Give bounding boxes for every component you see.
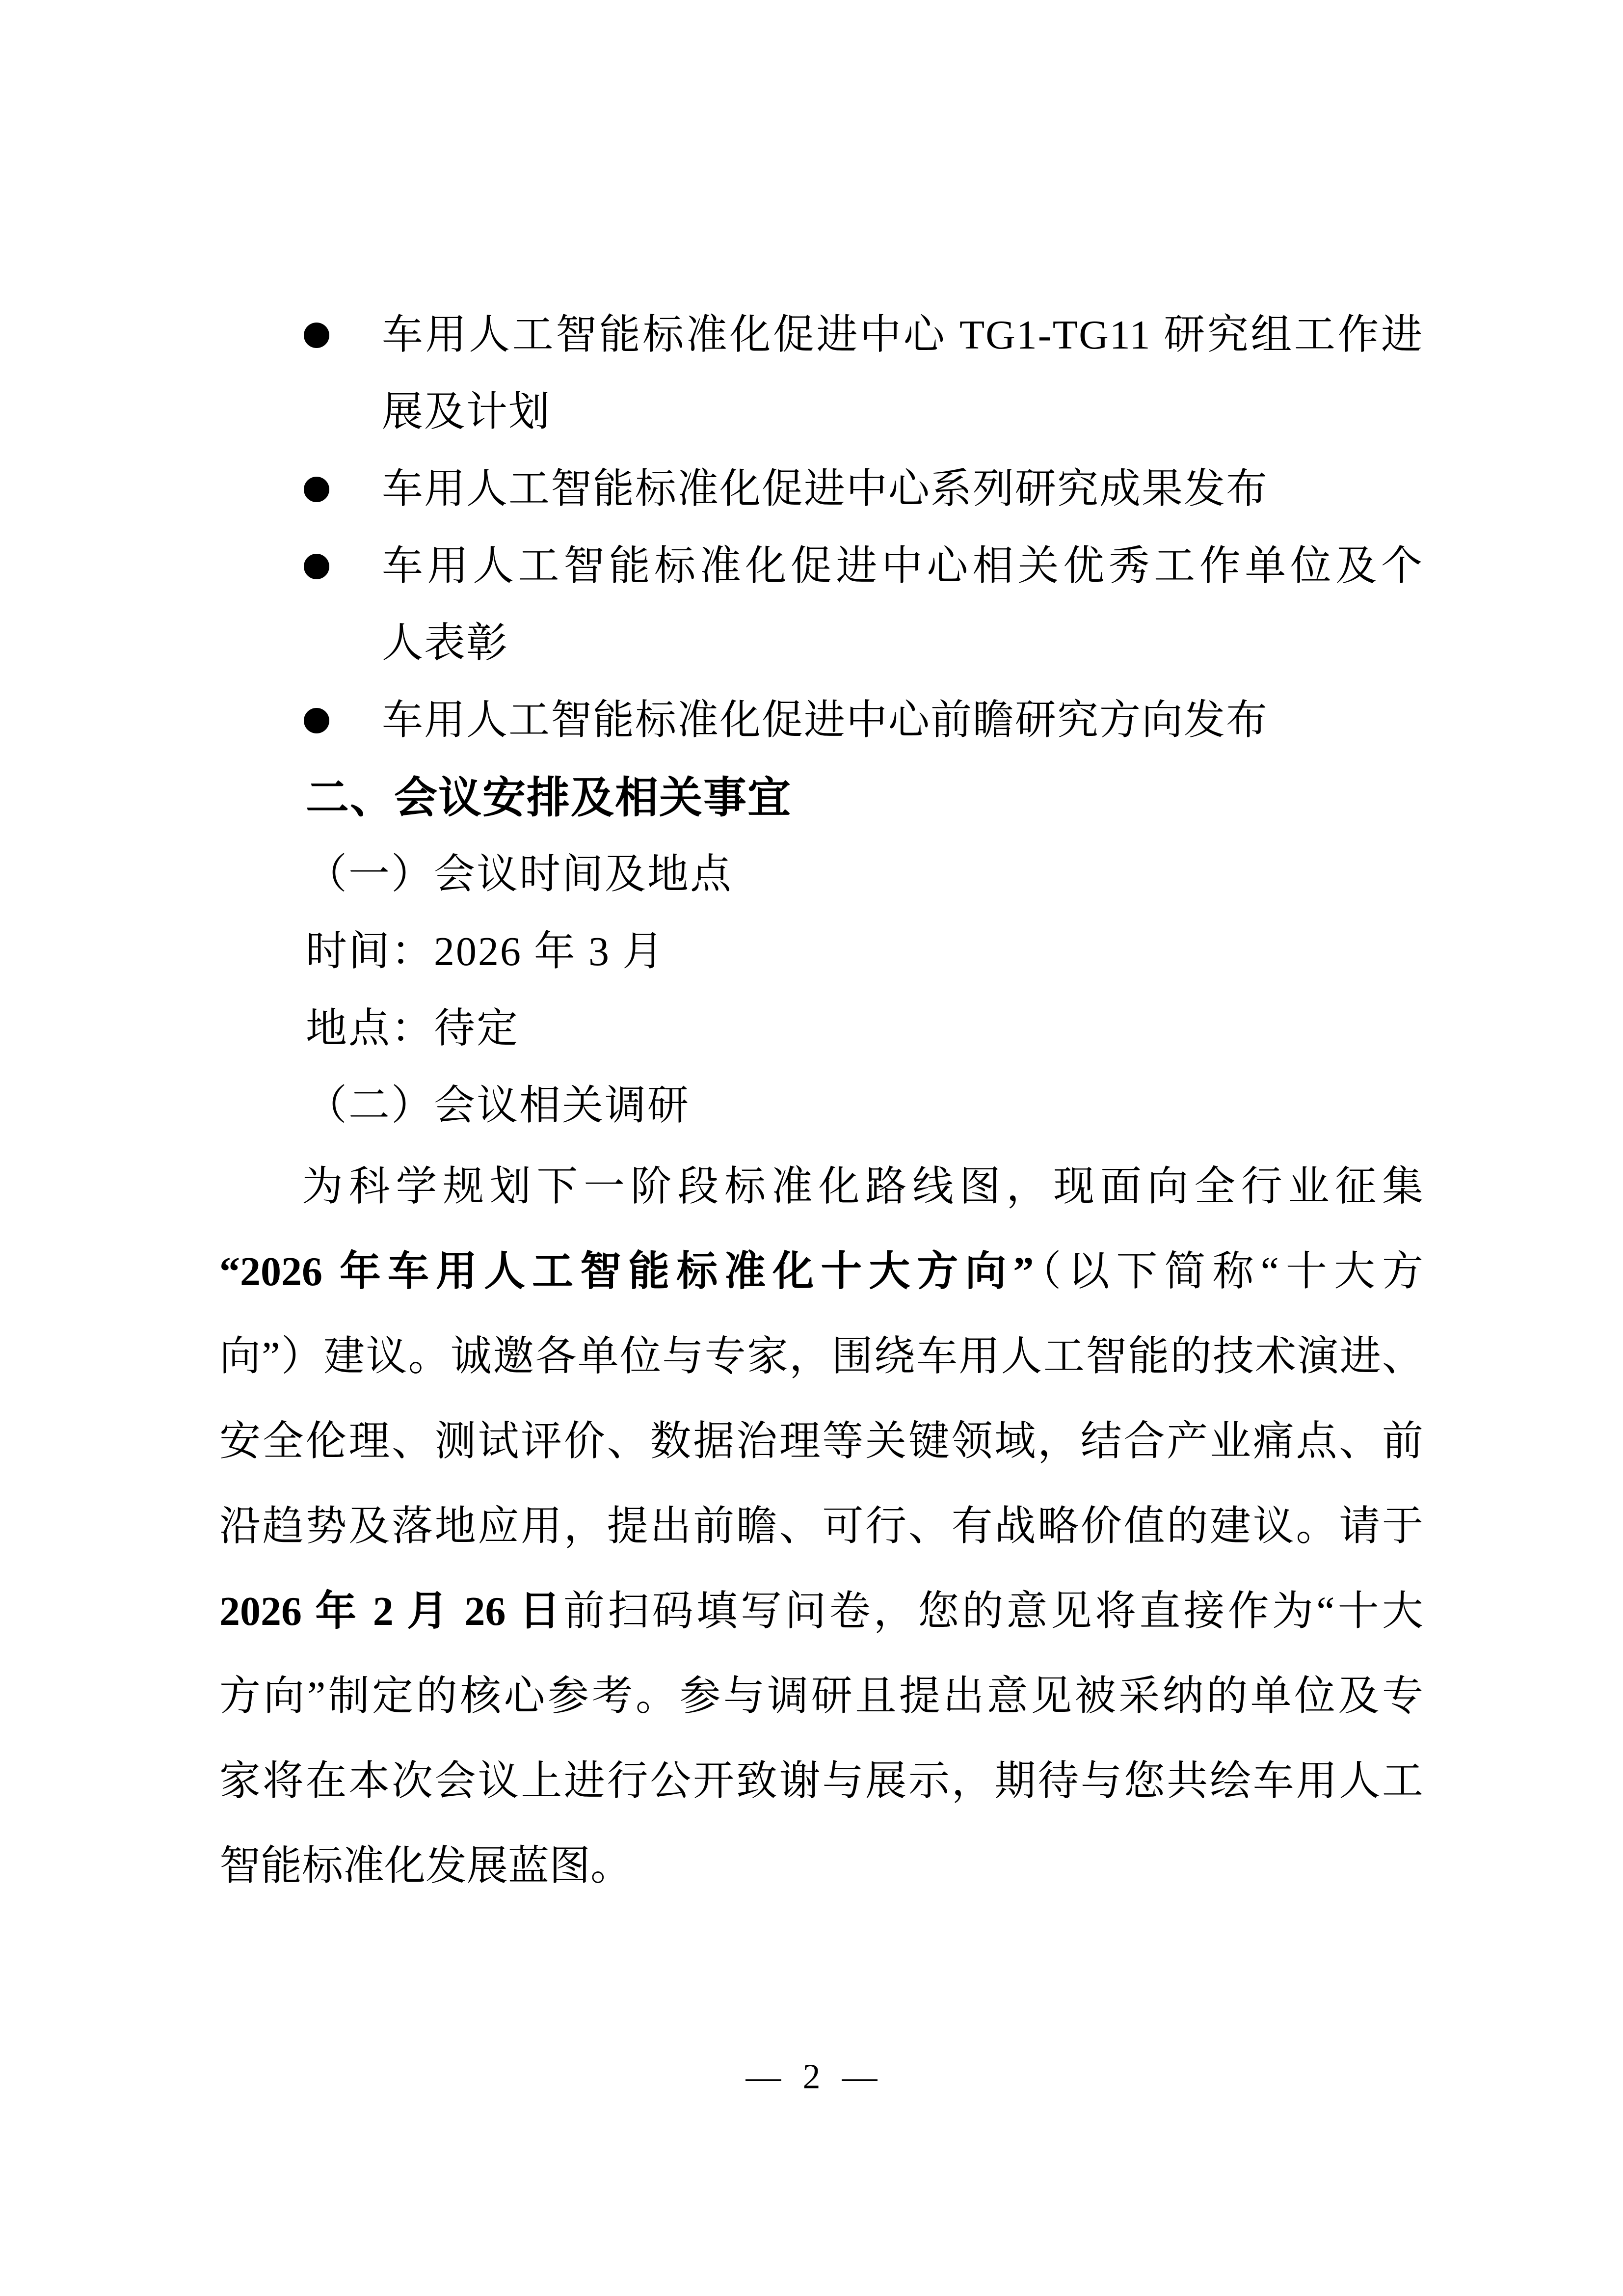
- text-segment: 家将在本次会议上进行公开致谢与展示，期待与您共绘车用人工: [219, 1758, 1423, 1804]
- paragraph-line: [219, 1654, 1423, 1739]
- agenda-bullet-list: [219, 297, 1423, 759]
- bullet-icon: [304, 323, 329, 348]
- subsection-heading-time-place: （一）会议时间及地点: [306, 852, 733, 897]
- bullet-item-continuation-line: [219, 374, 1423, 451]
- text-segment: （以下简称“十大方: [1034, 1249, 1423, 1295]
- text-segment: 前扫码填写问卷，您的意见将直接作为“十大: [563, 1589, 1423, 1634]
- bullet-icon: [304, 708, 329, 733]
- text-segment: 展及计划: [382, 389, 551, 435]
- bullet-item-line: [219, 682, 1423, 759]
- bold-text-segment: “2026 年车用人工智能标准化十大方向”: [219, 1249, 1034, 1295]
- text-segment: 车用人工智能标准化促进中心系列研究成果发布: [382, 466, 1269, 512]
- paragraph-line: [219, 1399, 1423, 1484]
- paragraph-line: [219, 1144, 1423, 1229]
- text-segment: 安全伦理、测试评价、数据治理等关键领域，结合产业痛点、前: [219, 1419, 1423, 1464]
- text-segment: 人表彰: [382, 621, 509, 666]
- text-segment: 智能标准化发展蓝图。: [219, 1843, 632, 1889]
- paragraph-line: [219, 1484, 1423, 1569]
- meeting-time-line: 时间：2026 年 3 月: [306, 929, 665, 974]
- survey-paragraph: [219, 1144, 1423, 1909]
- section-heading: 二、会议安排及相关事宜: [306, 773, 792, 822]
- text-segment: 向”）建议。诚邀各单位与专家，围绕车用人工智能的技术演进、: [219, 1334, 1423, 1379]
- text-segment: 方向”制定的核心参考。参与调研且提出意见被采纳的单位及专: [219, 1674, 1423, 1719]
- paragraph-line: [219, 1229, 1423, 1314]
- text-segment: 车用人工智能标准化促进中心前瞻研究方向发布: [382, 698, 1269, 743]
- text-segment: 沿趋势及落地应用，提出前瞻、可行、有战略价值的建议。请于: [219, 1504, 1423, 1549]
- page-number: — 2 —: [745, 2057, 878, 2096]
- bullet-icon: [304, 477, 329, 502]
- bullet-item-line: [219, 528, 1423, 605]
- paragraph-line: [219, 1739, 1423, 1824]
- paragraph-line: [219, 1824, 1423, 1909]
- bullet-item-line: [219, 297, 1423, 374]
- bullet-item-continuation-line: [219, 605, 1423, 682]
- bold-text-segment: 2026 年 2 月 26 日: [219, 1589, 563, 1634]
- text-segment: 车用人工智能标准化促进中心相关优秀工作单位及个: [382, 543, 1423, 589]
- text-segment: 车用人工智能标准化促进中心 TG1-TG11 研究组工作进: [382, 312, 1423, 358]
- bullet-icon: [304, 554, 329, 579]
- paragraph-line: [219, 1569, 1423, 1654]
- text-segment: 为科学规划下一阶段标准化路线图，现面向全行业征集: [302, 1164, 1423, 1210]
- paragraph-line: [219, 1314, 1423, 1399]
- page-footer: [0, 2045, 1623, 2108]
- meeting-place-line: 地点：待定: [306, 1006, 520, 1052]
- bullet-item-line: [219, 451, 1423, 528]
- page-content: [219, 297, 1423, 1909]
- subsection-heading-survey: （二）会议相关调研: [306, 1083, 691, 1129]
